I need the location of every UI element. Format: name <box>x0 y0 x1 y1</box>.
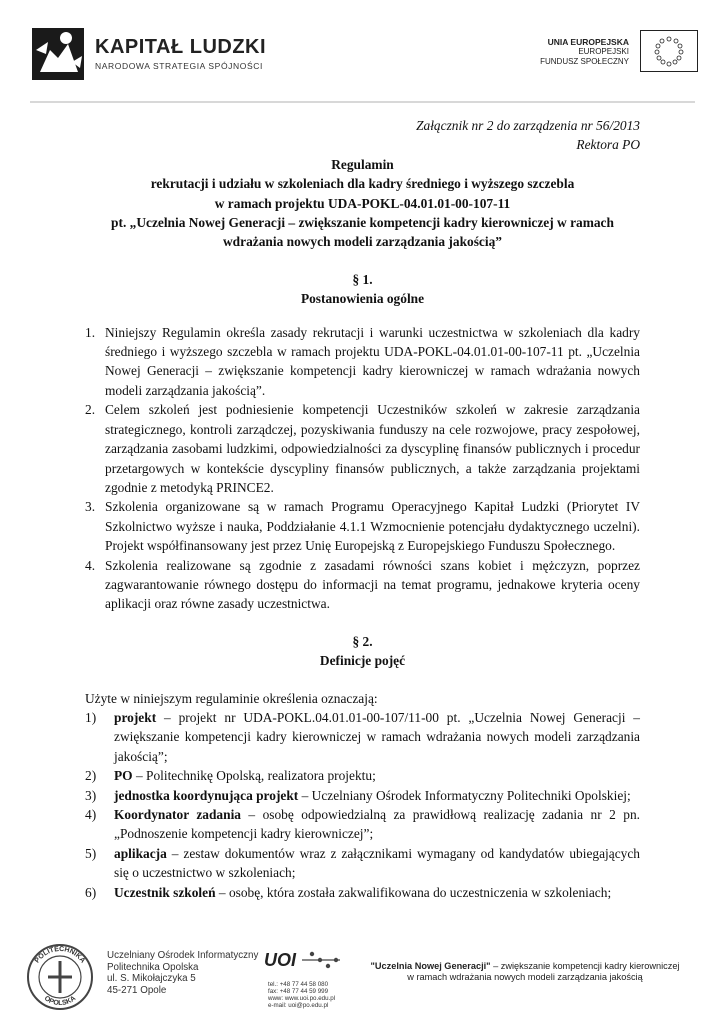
definition-text: – zestaw dokumentów wraz z załącznikami wymagany od kandydatów ubiegających się o uczestnictwo w szkoleniach; <box>114 845 640 881</box>
item-number: 4) <box>85 807 97 822</box>
seal-text-bottom: OPOLSKA <box>42 995 78 1008</box>
section-1-number: § 1. <box>352 271 373 287</box>
seal-text-top: POLITECHNIKA <box>33 945 87 965</box>
eu-label <box>540 37 629 67</box>
definition-item <box>85 766 640 785</box>
definition-item <box>85 844 640 883</box>
project-footer <box>370 961 680 983</box>
eu-flag-icon <box>640 30 698 72</box>
definition-text: – projekt nr UDA-POKL.04.01.01-00-107/11-00 pt. „Uczelnia Nowej Generacji – zwiększanie kompetencji kadry kierowniczej w ramach wdrażania nowych modeli zarządzania jakością”; <box>114 709 640 764</box>
definition-text: – Politechnikę Opolską, realizatora projektu; <box>132 768 376 784</box>
definition-item <box>85 883 640 902</box>
eu-line-3: FUNDUSZ SPOŁECZNY <box>540 57 629 66</box>
title-line: wdrażania nowych modeli zarządzania jakością” <box>223 234 502 250</box>
project-line-2: w ramach wdrażania nowych modeli zarządzania jakością <box>407 972 643 982</box>
section-2-number: § 2. <box>352 633 373 649</box>
project-rest: – zwiększanie kompetencji kadry kierowniczej <box>490 961 680 971</box>
section-2-intro: Użyte w niniejszym regulaminie określenia oznaczają: <box>85 690 378 706</box>
definition-text: – Uczelniany Ośrodek Informatyczny Politechniki Opolskiej; <box>298 787 631 803</box>
document-body <box>85 116 640 902</box>
unit-line-2: Politechnika Opolska <box>107 961 199 973</box>
uoi-www: www: www.uoi.po.edu.pl <box>268 995 336 1002</box>
item-text: Szkolenia realizowane są zgodnie z zasadami równości szans kobiet i mężczyzn, poprzez zagwarantowanie równego dostępu do informacji na temat programu, jednakowe kryteria oceny aplikacji oraz równe zasady uczestnictwa. <box>105 557 640 612</box>
list-item <box>85 497 640 555</box>
uoi-email: e-mail: uoi@po.edu.pl <box>268 1002 329 1009</box>
item-number: 1. <box>85 324 96 340</box>
item-number: 2) <box>85 768 97 784</box>
list-item <box>85 400 640 497</box>
definitions-list <box>85 708 640 902</box>
definition-item <box>85 786 640 805</box>
uoi-contact <box>268 981 335 1009</box>
title-line: Regulamin <box>331 156 394 172</box>
title-line: rekrutacji i udziału w szkoleniach dla kadry średniego i wyższego szczebla <box>150 176 575 192</box>
uoi-logo <box>262 948 344 972</box>
definition-item <box>85 805 640 844</box>
title-line: w ramach projektu UDA-POKL-04.01.01-00-107-11 <box>214 195 511 211</box>
unit-line-3: ul. S. Mikołajczyka 5 <box>107 973 196 984</box>
definition-text: – osobę, która została zakwalifikowana do uczestniczenia w szkoleniach; <box>215 884 612 900</box>
item-number: 2. <box>85 402 96 418</box>
definition-term: Uczestnik szkoleń <box>114 884 216 900</box>
brand-title: KAPITAŁ LUDZKI <box>95 36 267 58</box>
svg-text:OPOLSKA <box>43 995 77 1007</box>
header-divider <box>30 101 695 103</box>
eu-line-1: UNIA EUROPEJSKA <box>547 37 629 47</box>
item-text: Celem szkoleń jest podniesienie kompetencji Uczestników szkoleń w zakresie zarządzania strategicznego, kontroli zarządczej, pozyskiwania funduszy na cele rozwojowe, pracy zespołowej, zarządzania zasobami ludzkimi, odpowiedzialności za dyscyplinę finansów publicznych i procedur przetargowych w kontekście dyscypliny finansów publicznych, a także zarządzania projektami zgodnie z metodyką PRINCE2. <box>105 402 640 495</box>
definition-term: projekt <box>114 709 157 725</box>
section-2-heading: Definicje pojęć <box>319 653 406 669</box>
page-header <box>0 0 725 100</box>
definition-term: Koordynator zadania <box>114 807 241 822</box>
uoi-fax: fax: +48 77 44 59 999 <box>268 988 329 995</box>
list-item <box>85 323 640 401</box>
section-1-list <box>85 323 640 614</box>
list-item <box>85 556 640 614</box>
section-1-heading: Postanowienia ogólne <box>300 291 425 307</box>
brand-subtitle: NARODOWA STRATEGIA SPÓJNOŚCI <box>95 61 263 71</box>
uoi-tel: tel.: +48 77 44 58 080 <box>268 981 329 988</box>
annex-line-1: Załącznik nr 2 do zarządzenia nr 56/2013 <box>416 118 640 133</box>
item-text: Niniejszy Regulamin określa zasady rekrutacji i warunki uczestnictwa w szkoleniach dla kadry średniego i wyższego szczebla w ramach projektu UDA-POKL-04.01.01-00-107-11 pt. „Uczelnia Nowej Generacji – zwiększanie kompetencji kadry kierowniczej w ramach wdrażania nowych modeli zarządzania jakością”. <box>105 324 640 398</box>
definition-item <box>85 708 640 766</box>
unit-line-4: 45-271 Opole <box>107 984 167 996</box>
item-number: 4. <box>85 557 96 573</box>
definition-term: aplikacja <box>114 845 167 861</box>
item-number: 1) <box>85 709 97 725</box>
item-number: 6) <box>85 884 97 900</box>
item-text: Szkolenia organizowane są w ramach Programu Operacyjnego Kapitał Ludzki (Priorytet IV Szkolnictwo wyższe i nauka, Poddziałanie 4.1.1 Wzmocnienie potencjału dydaktycznego uczelni). Projekt współfinansowany jest przez Unię Europejską z Europejskiego Funduszu Społecznego. <box>105 499 640 554</box>
document-title <box>85 155 640 252</box>
politechnika-seal-icon <box>26 943 94 1011</box>
kapital-ludzki-logo <box>28 22 88 84</box>
title-line: pt. „Uczelnia Nowej Generacji – zwiększanie kompetencji kadry kierowniczej w ramach <box>111 215 614 231</box>
annex-note <box>85 116 640 155</box>
unit-address <box>107 950 258 996</box>
item-number: 3) <box>85 787 97 803</box>
unit-line-1: Uczelniany Ośrodek Informatyczny <box>107 950 259 961</box>
definition-term: PO <box>114 768 133 784</box>
item-number: 5) <box>85 845 97 861</box>
uoi-brand: UOI <box>264 950 297 970</box>
eu-line-2: EUROPEJSKI <box>578 47 629 56</box>
project-name: "Uczelnia Nowej Generacji" <box>370 961 491 971</box>
page-footer <box>0 935 725 1024</box>
item-number: 3. <box>85 499 96 515</box>
definition-term: jednostka koordynująca projekt <box>114 787 299 803</box>
annex-line-2: Rektora PO <box>576 137 640 153</box>
definition-text: – osobę odpowiedzialną za prawidłową realizację zadania nr 2 pn. „Podnoszenie kompetencji kadry kierowniczej”; <box>114 807 640 842</box>
